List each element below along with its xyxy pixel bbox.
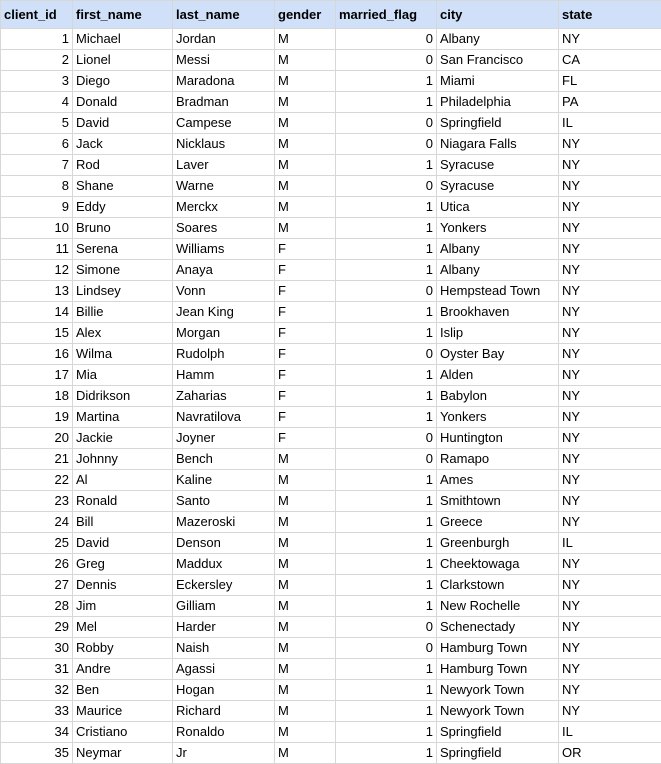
state-cell[interactable]: NY: [559, 323, 661, 344]
last-name-cell[interactable]: Maradona: [173, 71, 275, 92]
married-flag-cell[interactable]: 0: [336, 344, 437, 365]
state-cell[interactable]: NY: [559, 659, 661, 680]
state-cell[interactable]: NY: [559, 197, 661, 218]
table-row: [1, 197, 661, 218]
client-id-cell[interactable]: 3: [1, 71, 73, 92]
table-row: [1, 113, 661, 134]
married-flag-cell[interactable]: 1: [336, 743, 437, 764]
first-name-cell[interactable]: Simone: [73, 260, 173, 281]
table-row: [1, 533, 661, 554]
city-cell[interactable]: Huntington: [437, 428, 559, 449]
first-name-cell[interactable]: Greg: [73, 554, 173, 575]
last-name-cell[interactable]: Ronaldo: [173, 722, 275, 743]
first-name-cell[interactable]: Neymar: [73, 743, 173, 764]
first-name-cell[interactable]: Alex: [73, 323, 173, 344]
state-cell[interactable]: CA: [559, 50, 661, 71]
state-cell[interactable]: NY: [559, 281, 661, 302]
gender-cell[interactable]: M: [275, 92, 336, 113]
gender-cell[interactable]: M: [275, 176, 336, 197]
client-id-cell[interactable]: 24: [1, 512, 73, 533]
table-row: [1, 575, 661, 596]
married-flag-cell[interactable]: 1: [336, 554, 437, 575]
first-name-cell[interactable]: Ben: [73, 680, 173, 701]
first-name-cell[interactable]: David: [73, 113, 173, 134]
last-name-cell[interactable]: Nicklaus: [173, 134, 275, 155]
client-id-cell[interactable]: 12: [1, 260, 73, 281]
city-cell[interactable]: Islip: [437, 323, 559, 344]
gender-cell[interactable]: F: [275, 386, 336, 407]
table-row: [1, 596, 661, 617]
married-flag-cell[interactable]: 0: [336, 50, 437, 71]
gender-cell[interactable]: M: [275, 722, 336, 743]
city-cell[interactable]: Albany: [437, 239, 559, 260]
state-cell[interactable]: NY: [559, 218, 661, 239]
table-row: [1, 386, 661, 407]
table-row: [1, 470, 661, 491]
city-cell[interactable]: Ramapo: [437, 449, 559, 470]
state-cell[interactable]: NY: [559, 134, 661, 155]
city-cell[interactable]: Miami: [437, 71, 559, 92]
table-row: [1, 134, 661, 155]
header-cell-last-name[interactable]: last_name: [173, 1, 275, 29]
last-name-cell[interactable]: Gilliam: [173, 596, 275, 617]
last-name-cell[interactable]: Rudolph: [173, 344, 275, 365]
married-flag-cell[interactable]: 1: [336, 302, 437, 323]
table-row: [1, 323, 661, 344]
married-flag-cell[interactable]: 0: [336, 113, 437, 134]
first-name-cell[interactable]: Jim: [73, 596, 173, 617]
state-cell[interactable]: IL: [559, 722, 661, 743]
client-id-cell[interactable]: 18: [1, 386, 73, 407]
gender-cell[interactable]: M: [275, 680, 336, 701]
first-name-cell[interactable]: Al: [73, 470, 173, 491]
city-cell[interactable]: Ames: [437, 470, 559, 491]
gender-cell[interactable]: M: [275, 155, 336, 176]
first-name-cell[interactable]: Bill: [73, 512, 173, 533]
table-row: [1, 176, 661, 197]
first-name-cell[interactable]: Bruno: [73, 218, 173, 239]
state-cell[interactable]: IL: [559, 113, 661, 134]
client-id-cell[interactable]: 30: [1, 638, 73, 659]
state-cell[interactable]: IL: [559, 533, 661, 554]
first-name-cell[interactable]: Didrikson: [73, 386, 173, 407]
last-name-cell[interactable]: Messi: [173, 50, 275, 71]
gender-cell[interactable]: F: [275, 407, 336, 428]
client-id-cell[interactable]: 31: [1, 659, 73, 680]
table-row: [1, 71, 661, 92]
last-name-cell[interactable]: Naish: [173, 638, 275, 659]
first-name-cell[interactable]: Johnny: [73, 449, 173, 470]
state-cell[interactable]: NY: [559, 344, 661, 365]
first-name-cell[interactable]: Andre: [73, 659, 173, 680]
header-cell-gender[interactable]: gender: [275, 1, 336, 29]
table-row: [1, 344, 661, 365]
state-cell[interactable]: NY: [559, 407, 661, 428]
last-name-cell[interactable]: Joyner: [173, 428, 275, 449]
city-cell[interactable]: Brookhaven: [437, 302, 559, 323]
married-flag-cell[interactable]: 1: [336, 596, 437, 617]
header-cell-city[interactable]: city: [437, 1, 559, 29]
table-body: [1, 29, 661, 764]
client-id-cell[interactable]: 4: [1, 92, 73, 113]
table-row: [1, 239, 661, 260]
last-name-cell[interactable]: Bradman: [173, 92, 275, 113]
table-row: [1, 659, 661, 680]
header-cell-married-flag[interactable]: married_flag: [336, 1, 437, 29]
state-cell[interactable]: NY: [559, 512, 661, 533]
last-name-cell[interactable]: Eckersley: [173, 575, 275, 596]
city-cell[interactable]: Greece: [437, 512, 559, 533]
last-name-cell[interactable]: Jr: [173, 743, 275, 764]
table-row: [1, 743, 661, 764]
last-name-cell[interactable]: Kaline: [173, 470, 275, 491]
client-id-cell[interactable]: 14: [1, 302, 73, 323]
first-name-cell[interactable]: Billie: [73, 302, 173, 323]
client-id-cell[interactable]: 15: [1, 323, 73, 344]
last-name-cell[interactable]: Morgan: [173, 323, 275, 344]
first-name-cell[interactable]: Ronald: [73, 491, 173, 512]
first-name-cell[interactable]: David: [73, 533, 173, 554]
client-id-cell[interactable]: 6: [1, 134, 73, 155]
married-flag-cell[interactable]: 0: [336, 29, 437, 50]
client-id-cell[interactable]: 11: [1, 239, 73, 260]
table-row: [1, 449, 661, 470]
table-row: [1, 302, 661, 323]
header-cell-state[interactable]: state: [559, 1, 661, 29]
client-id-cell[interactable]: 13: [1, 281, 73, 302]
state-cell[interactable]: NY: [559, 239, 661, 260]
last-name-cell[interactable]: Laver: [173, 155, 275, 176]
city-cell[interactable]: Yonkers: [437, 407, 559, 428]
gender-cell[interactable]: M: [275, 197, 336, 218]
married-flag-cell[interactable]: 1: [336, 659, 437, 680]
married-flag-cell[interactable]: 0: [336, 281, 437, 302]
table-row: [1, 281, 661, 302]
married-flag-cell[interactable]: 1: [336, 92, 437, 113]
city-cell[interactable]: Utica: [437, 197, 559, 218]
married-flag-cell[interactable]: 1: [336, 470, 437, 491]
city-cell[interactable]: Smithtown: [437, 491, 559, 512]
state-cell[interactable]: NY: [559, 491, 661, 512]
married-flag-cell[interactable]: 1: [336, 155, 437, 176]
married-flag-cell[interactable]: 1: [336, 407, 437, 428]
city-cell[interactable]: Newyork Town: [437, 701, 559, 722]
city-cell[interactable]: New Rochelle: [437, 596, 559, 617]
table-row: [1, 428, 661, 449]
first-name-cell[interactable]: Jackie: [73, 428, 173, 449]
client-id-cell[interactable]: 9: [1, 197, 73, 218]
last-name-cell[interactable]: Agassi: [173, 659, 275, 680]
last-name-cell[interactable]: Anaya: [173, 260, 275, 281]
gender-cell[interactable]: M: [275, 554, 336, 575]
last-name-cell[interactable]: Williams: [173, 239, 275, 260]
city-cell[interactable]: Syracuse: [437, 176, 559, 197]
first-name-cell[interactable]: Lindsey: [73, 281, 173, 302]
first-name-cell[interactable]: Jack: [73, 134, 173, 155]
table-row: [1, 491, 661, 512]
married-flag-cell[interactable]: 1: [336, 491, 437, 512]
client-id-cell[interactable]: 32: [1, 680, 73, 701]
first-name-cell[interactable]: Donald: [73, 92, 173, 113]
client-id-cell[interactable]: 35: [1, 743, 73, 764]
city-cell[interactable]: Springfield: [437, 113, 559, 134]
married-flag-cell[interactable]: 0: [336, 428, 437, 449]
client-id-cell[interactable]: 25: [1, 533, 73, 554]
client-id-cell[interactable]: 29: [1, 617, 73, 638]
last-name-cell[interactable]: Zaharias: [173, 386, 275, 407]
last-name-cell[interactable]: Merckx: [173, 197, 275, 218]
first-name-cell[interactable]: Martina: [73, 407, 173, 428]
state-cell[interactable]: NY: [559, 575, 661, 596]
state-cell[interactable]: NY: [559, 638, 661, 659]
last-name-cell[interactable]: Santo: [173, 491, 275, 512]
client-id-cell[interactable]: 34: [1, 722, 73, 743]
state-cell[interactable]: NY: [559, 470, 661, 491]
married-flag-cell[interactable]: 0: [336, 134, 437, 155]
married-flag-cell[interactable]: 0: [336, 449, 437, 470]
married-flag-cell[interactable]: 1: [336, 323, 437, 344]
state-cell[interactable]: NY: [559, 554, 661, 575]
last-name-cell[interactable]: Maddux: [173, 554, 275, 575]
last-name-cell[interactable]: Hogan: [173, 680, 275, 701]
city-cell[interactable]: Clarkstown: [437, 575, 559, 596]
state-cell[interactable]: NY: [559, 260, 661, 281]
city-cell[interactable]: Yonkers: [437, 218, 559, 239]
city-cell[interactable]: Albany: [437, 260, 559, 281]
last-name-cell[interactable]: Navratilova: [173, 407, 275, 428]
gender-cell[interactable]: M: [275, 638, 336, 659]
state-cell[interactable]: FL: [559, 71, 661, 92]
married-flag-cell[interactable]: 1: [336, 260, 437, 281]
state-cell[interactable]: NY: [559, 680, 661, 701]
table-row: [1, 407, 661, 428]
state-cell[interactable]: NY: [559, 449, 661, 470]
married-flag-cell[interactable]: 1: [336, 575, 437, 596]
first-name-cell[interactable]: Rod: [73, 155, 173, 176]
gender-cell[interactable]: M: [275, 596, 336, 617]
married-flag-cell[interactable]: 1: [336, 197, 437, 218]
gender-cell[interactable]: M: [275, 218, 336, 239]
table-row: [1, 722, 661, 743]
state-cell[interactable]: NY: [559, 701, 661, 722]
city-cell[interactable]: Babylon: [437, 386, 559, 407]
client-id-cell[interactable]: 27: [1, 575, 73, 596]
gender-cell[interactable]: F: [275, 302, 336, 323]
first-name-cell[interactable]: Shane: [73, 176, 173, 197]
client-id-cell[interactable]: 17: [1, 365, 73, 386]
married-flag-cell[interactable]: 0: [336, 176, 437, 197]
gender-cell[interactable]: F: [275, 344, 336, 365]
gender-cell[interactable]: F: [275, 323, 336, 344]
client-id-cell[interactable]: 26: [1, 554, 73, 575]
gender-cell[interactable]: M: [275, 659, 336, 680]
first-name-cell[interactable]: Serena: [73, 239, 173, 260]
header-cell-client-id[interactable]: client_id: [1, 1, 73, 29]
last-name-cell[interactable]: Richard: [173, 701, 275, 722]
first-name-cell[interactable]: Lionel: [73, 50, 173, 71]
table-row: [1, 218, 661, 239]
table-row: [1, 617, 661, 638]
client-id-cell[interactable]: 33: [1, 701, 73, 722]
client-id-cell[interactable]: 21: [1, 449, 73, 470]
table-row: [1, 554, 661, 575]
married-flag-cell[interactable]: 1: [336, 680, 437, 701]
gender-cell[interactable]: M: [275, 575, 336, 596]
married-flag-cell[interactable]: 1: [336, 239, 437, 260]
gender-cell[interactable]: M: [275, 113, 336, 134]
city-cell[interactable]: Albany: [437, 29, 559, 50]
client-id-cell[interactable]: 20: [1, 428, 73, 449]
state-cell[interactable]: NY: [559, 596, 661, 617]
city-cell[interactable]: Greenburgh: [437, 533, 559, 554]
first-name-cell[interactable]: Wilma: [73, 344, 173, 365]
last-name-cell[interactable]: Jean King: [173, 302, 275, 323]
client-id-cell[interactable]: 7: [1, 155, 73, 176]
gender-cell[interactable]: F: [275, 260, 336, 281]
married-flag-cell[interactable]: 1: [336, 701, 437, 722]
table-row: [1, 680, 661, 701]
first-name-cell[interactable]: Dennis: [73, 575, 173, 596]
gender-cell[interactable]: M: [275, 50, 336, 71]
state-cell[interactable]: NY: [559, 302, 661, 323]
table-row: [1, 92, 661, 113]
table-row: [1, 155, 661, 176]
city-cell[interactable]: Springfield: [437, 743, 559, 764]
header-cell-first-name[interactable]: first_name: [73, 1, 173, 29]
married-flag-cell[interactable]: 1: [336, 71, 437, 92]
city-cell[interactable]: Niagara Falls: [437, 134, 559, 155]
gender-cell[interactable]: M: [275, 29, 336, 50]
client-id-cell[interactable]: 5: [1, 113, 73, 134]
first-name-cell[interactable]: Mia: [73, 365, 173, 386]
client-id-cell[interactable]: 1: [1, 29, 73, 50]
state-cell[interactable]: NY: [559, 428, 661, 449]
married-flag-cell[interactable]: 1: [336, 722, 437, 743]
last-name-cell[interactable]: Hamm: [173, 365, 275, 386]
gender-cell[interactable]: M: [275, 533, 336, 554]
first-name-cell[interactable]: Diego: [73, 71, 173, 92]
married-flag-cell[interactable]: 1: [336, 218, 437, 239]
city-cell[interactable]: Springfield: [437, 722, 559, 743]
city-cell[interactable]: Cheektowaga: [437, 554, 559, 575]
gender-cell[interactable]: M: [275, 449, 336, 470]
married-flag-cell[interactable]: 0: [336, 617, 437, 638]
first-name-cell[interactable]: Robby: [73, 638, 173, 659]
gender-cell[interactable]: M: [275, 134, 336, 155]
state-cell[interactable]: NY: [559, 386, 661, 407]
client-id-cell[interactable]: 19: [1, 407, 73, 428]
gender-cell[interactable]: M: [275, 701, 336, 722]
gender-cell[interactable]: M: [275, 71, 336, 92]
last-name-cell[interactable]: Campese: [173, 113, 275, 134]
client-id-cell[interactable]: 2: [1, 50, 73, 71]
gender-cell[interactable]: M: [275, 470, 336, 491]
city-cell[interactable]: Hamburg Town: [437, 659, 559, 680]
married-flag-cell[interactable]: 1: [336, 512, 437, 533]
table-row: [1, 50, 661, 71]
first-name-cell[interactable]: Eddy: [73, 197, 173, 218]
client-id-cell[interactable]: 23: [1, 491, 73, 512]
header-row: [1, 1, 661, 29]
city-cell[interactable]: Alden: [437, 365, 559, 386]
gender-cell[interactable]: F: [275, 239, 336, 260]
last-name-cell[interactable]: Denson: [173, 533, 275, 554]
first-name-cell[interactable]: Michael: [73, 29, 173, 50]
state-cell[interactable]: NY: [559, 155, 661, 176]
state-cell[interactable]: NY: [559, 29, 661, 50]
gender-cell[interactable]: F: [275, 428, 336, 449]
gender-cell[interactable]: M: [275, 743, 336, 764]
table-row: [1, 29, 661, 50]
state-cell[interactable]: PA: [559, 92, 661, 113]
city-cell[interactable]: San Francisco: [437, 50, 559, 71]
last-name-cell[interactable]: Jordan: [173, 29, 275, 50]
married-flag-cell[interactable]: 1: [336, 386, 437, 407]
client-id-cell[interactable]: 28: [1, 596, 73, 617]
gender-cell[interactable]: F: [275, 281, 336, 302]
state-cell[interactable]: OR: [559, 743, 661, 764]
city-cell[interactable]: Hempstead Town: [437, 281, 559, 302]
gender-cell[interactable]: M: [275, 617, 336, 638]
table-row: [1, 701, 661, 722]
client-id-cell[interactable]: 10: [1, 218, 73, 239]
first-name-cell[interactable]: Mel: [73, 617, 173, 638]
last-name-cell[interactable]: Warne: [173, 176, 275, 197]
married-flag-cell[interactable]: 0: [336, 638, 437, 659]
last-name-cell[interactable]: Bench: [173, 449, 275, 470]
last-name-cell[interactable]: Soares: [173, 218, 275, 239]
last-name-cell[interactable]: Vonn: [173, 281, 275, 302]
city-cell[interactable]: Hamburg Town: [437, 638, 559, 659]
state-cell[interactable]: NY: [559, 365, 661, 386]
married-flag-cell[interactable]: 1: [336, 533, 437, 554]
table-row: [1, 365, 661, 386]
city-cell[interactable]: Philadelphia: [437, 92, 559, 113]
city-cell[interactable]: Oyster Bay: [437, 344, 559, 365]
first-name-cell[interactable]: Cristiano: [73, 722, 173, 743]
city-cell[interactable]: Newyork Town: [437, 680, 559, 701]
state-cell[interactable]: NY: [559, 617, 661, 638]
client-id-cell[interactable]: 22: [1, 470, 73, 491]
state-cell[interactable]: NY: [559, 176, 661, 197]
married-flag-cell[interactable]: 1: [336, 365, 437, 386]
first-name-cell[interactable]: Maurice: [73, 701, 173, 722]
city-cell[interactable]: Syracuse: [437, 155, 559, 176]
client-id-cell[interactable]: 8: [1, 176, 73, 197]
gender-cell[interactable]: F: [275, 365, 336, 386]
table-row: [1, 512, 661, 533]
city-cell[interactable]: Schenectady: [437, 617, 559, 638]
last-name-cell[interactable]: Mazeroski: [173, 512, 275, 533]
table-row: [1, 260, 661, 281]
last-name-cell[interactable]: Harder: [173, 617, 275, 638]
table-row: [1, 638, 661, 659]
gender-cell[interactable]: M: [275, 491, 336, 512]
client-id-cell[interactable]: 16: [1, 344, 73, 365]
gender-cell[interactable]: M: [275, 512, 336, 533]
